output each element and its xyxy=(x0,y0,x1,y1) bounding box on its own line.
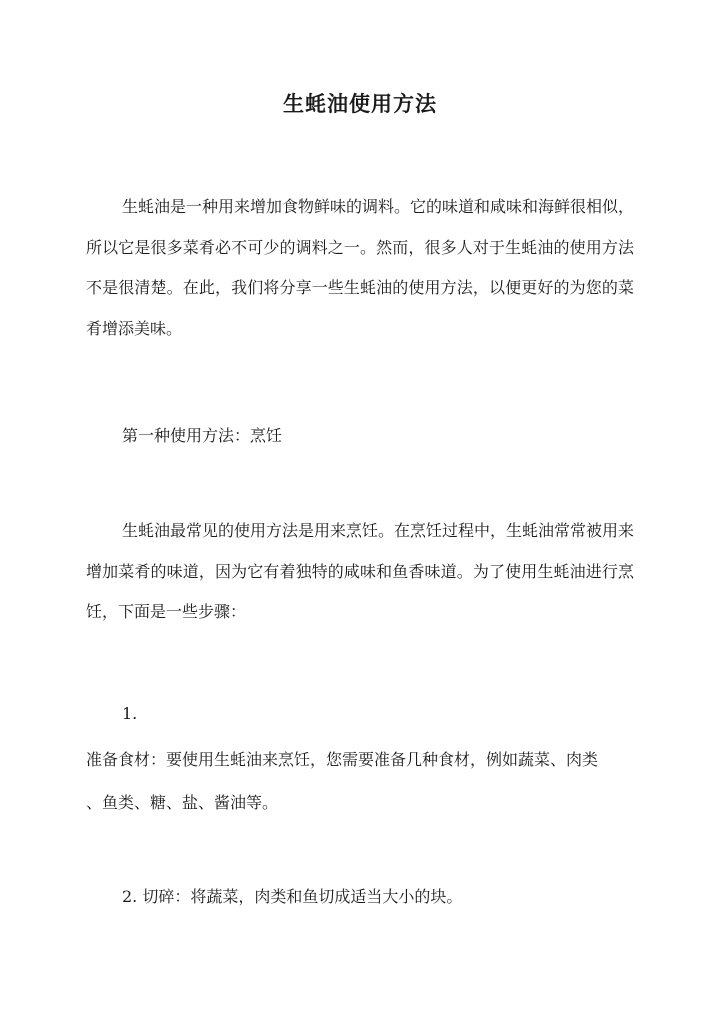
cooking-paragraph: 生蚝油最常见的使用方法是用来烹饪。在烹饪过程中，生蚝油常常被用来增加菜肴的味道，因为它有着独特的咸味和鱼香味道。为了使用生蚝油进行烹饪，下面是一些步骤： xyxy=(86,521,635,621)
step-1-text-line-1: 准备食材：要使用生蚝油来烹饪，您需要准备几种食材，例如蔬菜、肉类 xyxy=(86,750,599,769)
section-heading-cooking: 第一种使用方法：烹饪 xyxy=(122,426,283,445)
step-1-text-line-2: 、鱼类、糖、盐、酱油等。 xyxy=(86,793,279,812)
step-2-text: 2. 切碎：将蔬菜，肉类和鱼切成适当大小的块。 xyxy=(122,887,463,906)
step-1-number: 1. xyxy=(122,704,138,723)
intro-paragraph: 生蚝油是一种用来增加食物鲜味的调料。它的味道和咸味和海鲜很相似，所以它是很多菜肴必不可少的调料之一。然而，很多人对于生蚝油的使用方法不是很清楚。在此，我们将分享一些生蚝油的使用方法，以便更好的为您的菜肴增添美味。 xyxy=(86,197,635,338)
document-title: 生蚝油使用方法 xyxy=(283,91,437,116)
